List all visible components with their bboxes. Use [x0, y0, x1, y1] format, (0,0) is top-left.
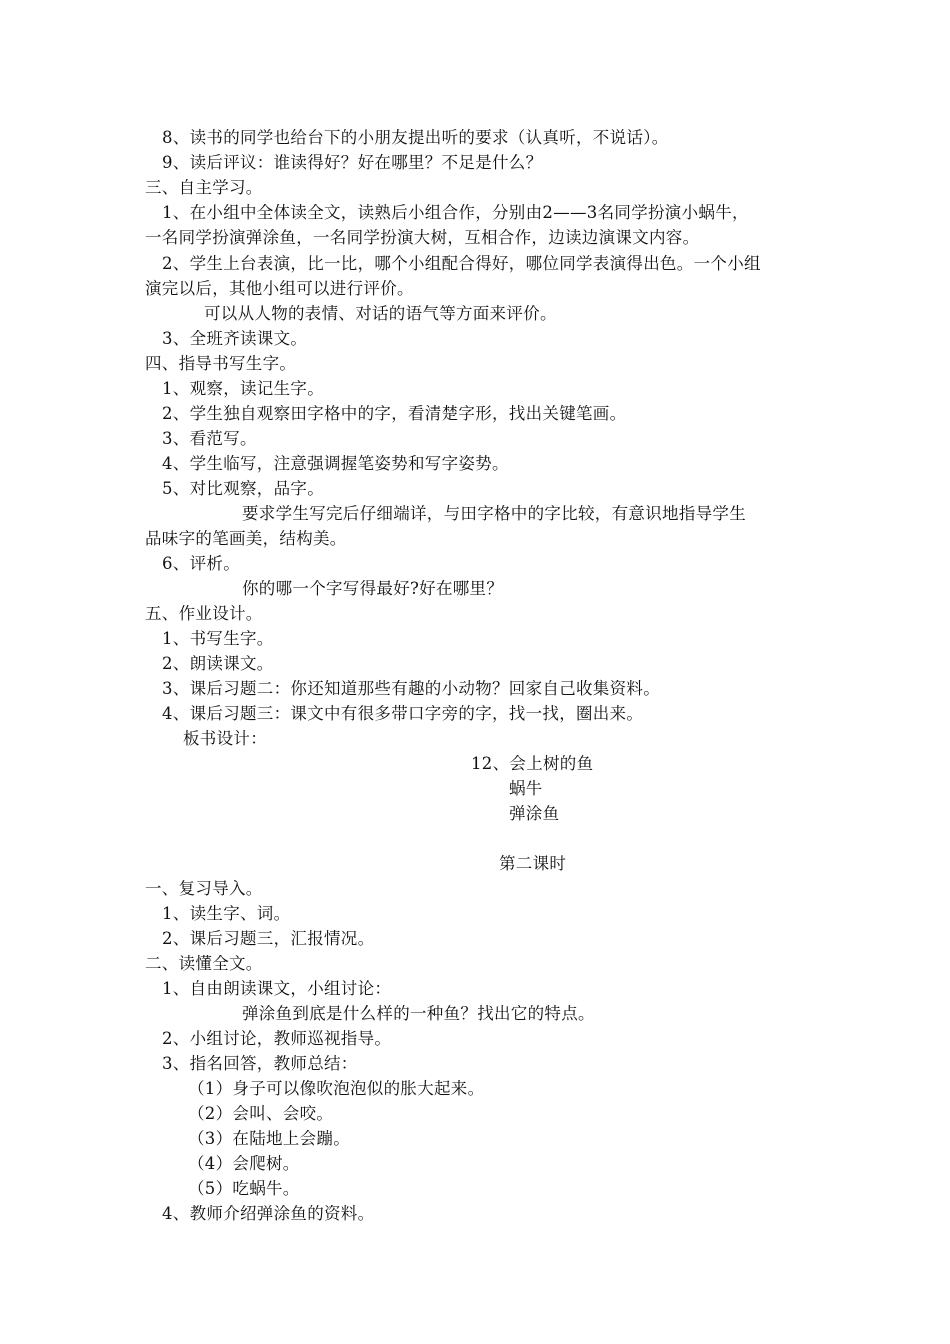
section-5-item-4: 4、课后习题三：课文中有很多带口字旁的字，找一找，圈出来。	[162, 704, 644, 723]
section-3-item-3: 3、全班齐读课文。	[162, 329, 308, 348]
step-9-evaluation: 9、读后评议：谁读得好？好在哪里？不足是什么？	[162, 153, 543, 172]
section-3-item-1-line-2: 一名同学扮演弹涂鱼，一名同学扮演大树，互相合作，边读边演课文内容。	[145, 228, 700, 247]
section-3-evaluation-note: 可以从人物的表情、对话的语气等方面来评价。	[204, 304, 557, 323]
step-8-read-requirements: 8、读书的同学也给台下的小朋友提出听的要求（认真听，不说话）。	[162, 128, 669, 147]
section-5-item-3: 3、课后习题二：你还知道那些有趣的小动物？回家自己收集资料。	[162, 679, 660, 698]
understand-item-4: 4、教师介绍弹涂鱼的资料。	[162, 1204, 375, 1223]
feature-2: （2）会叫、会咬。	[188, 1104, 334, 1123]
feature-1: （1）身子可以像吹泡泡似的胀大起来。	[188, 1079, 485, 1098]
board-design-label: 板书设计：	[183, 729, 267, 748]
section-4-heading: 四、指导书写生字。	[145, 354, 297, 373]
review-section-heading: 一、复习导入。	[145, 879, 263, 898]
section-3-heading: 三、自主学习。	[145, 178, 263, 197]
feature-3: （3）在陆地上会蹦。	[188, 1129, 350, 1148]
section-5-item-2: 2、朗读课文。	[162, 654, 274, 673]
section-3-item-2-line-1: 2、学生上台表演，比一比，哪个小组配合得好，哪位同学表演得出色。一个小组	[162, 254, 761, 273]
feature-4: （4）会爬树。	[188, 1154, 300, 1173]
section-4-item-5-note-line-1: 要求学生写完后仔细端详，与田字格中的字比较，有意识地指导学生	[242, 504, 746, 523]
understand-section-heading: 二、读懂全文。	[145, 954, 263, 973]
board-design-snail: 蜗牛	[509, 779, 543, 798]
section-5-item-1: 1、书写生字。	[162, 629, 274, 648]
section-4-item-3: 3、看范写。	[162, 429, 257, 448]
second-lesson-heading: 第二课时	[499, 854, 567, 873]
section-4-item-5: 5、对比观察，品字。	[162, 479, 324, 498]
section-4-item-1: 1、观察，读记生字。	[162, 379, 324, 398]
section-3-item-2-line-2: 演完以后，其他小组可以进行评价。	[145, 279, 414, 298]
review-item-2: 2、课后习题三，汇报情况。	[162, 929, 375, 948]
understand-item-1: 1、自由朗读课文，小组讨论：	[162, 979, 392, 998]
section-4-item-4: 4、学生临写，注意强调握笔姿势和写字姿势。	[162, 454, 509, 473]
understand-item-3: 3、指名回答，教师总结：	[162, 1054, 358, 1073]
section-5-heading: 五、作业设计。	[145, 604, 263, 623]
section-4-item-5-note-line-2: 品味字的笔画美，结构美。	[145, 529, 347, 548]
board-design-mudskipper: 弹涂鱼	[509, 804, 560, 823]
understand-item-1-question: 弹涂鱼到底是什么样的一种鱼？找出它的特点。	[242, 1004, 595, 1023]
understand-item-2: 2、小组讨论，教师巡视指导。	[162, 1029, 392, 1048]
section-3-item-1-line-1: 1、在小组中全体读全文，读熟后小组合作，分别由2——3名同学扮演小蜗牛，	[162, 203, 749, 222]
section-4-item-2: 2、学生独自观察田字格中的字，看清楚字形，找出关键笔画。	[162, 404, 627, 423]
feature-5: （5）吃蜗牛。	[188, 1179, 300, 1198]
board-design-title: 12、会上树的鱼	[471, 754, 594, 773]
section-4-item-6: 6、评析。	[162, 554, 240, 573]
review-item-1: 1、读生字、词。	[162, 904, 291, 923]
section-4-item-6-note: 你的哪一个字写得最好?好在哪里？	[242, 579, 504, 598]
